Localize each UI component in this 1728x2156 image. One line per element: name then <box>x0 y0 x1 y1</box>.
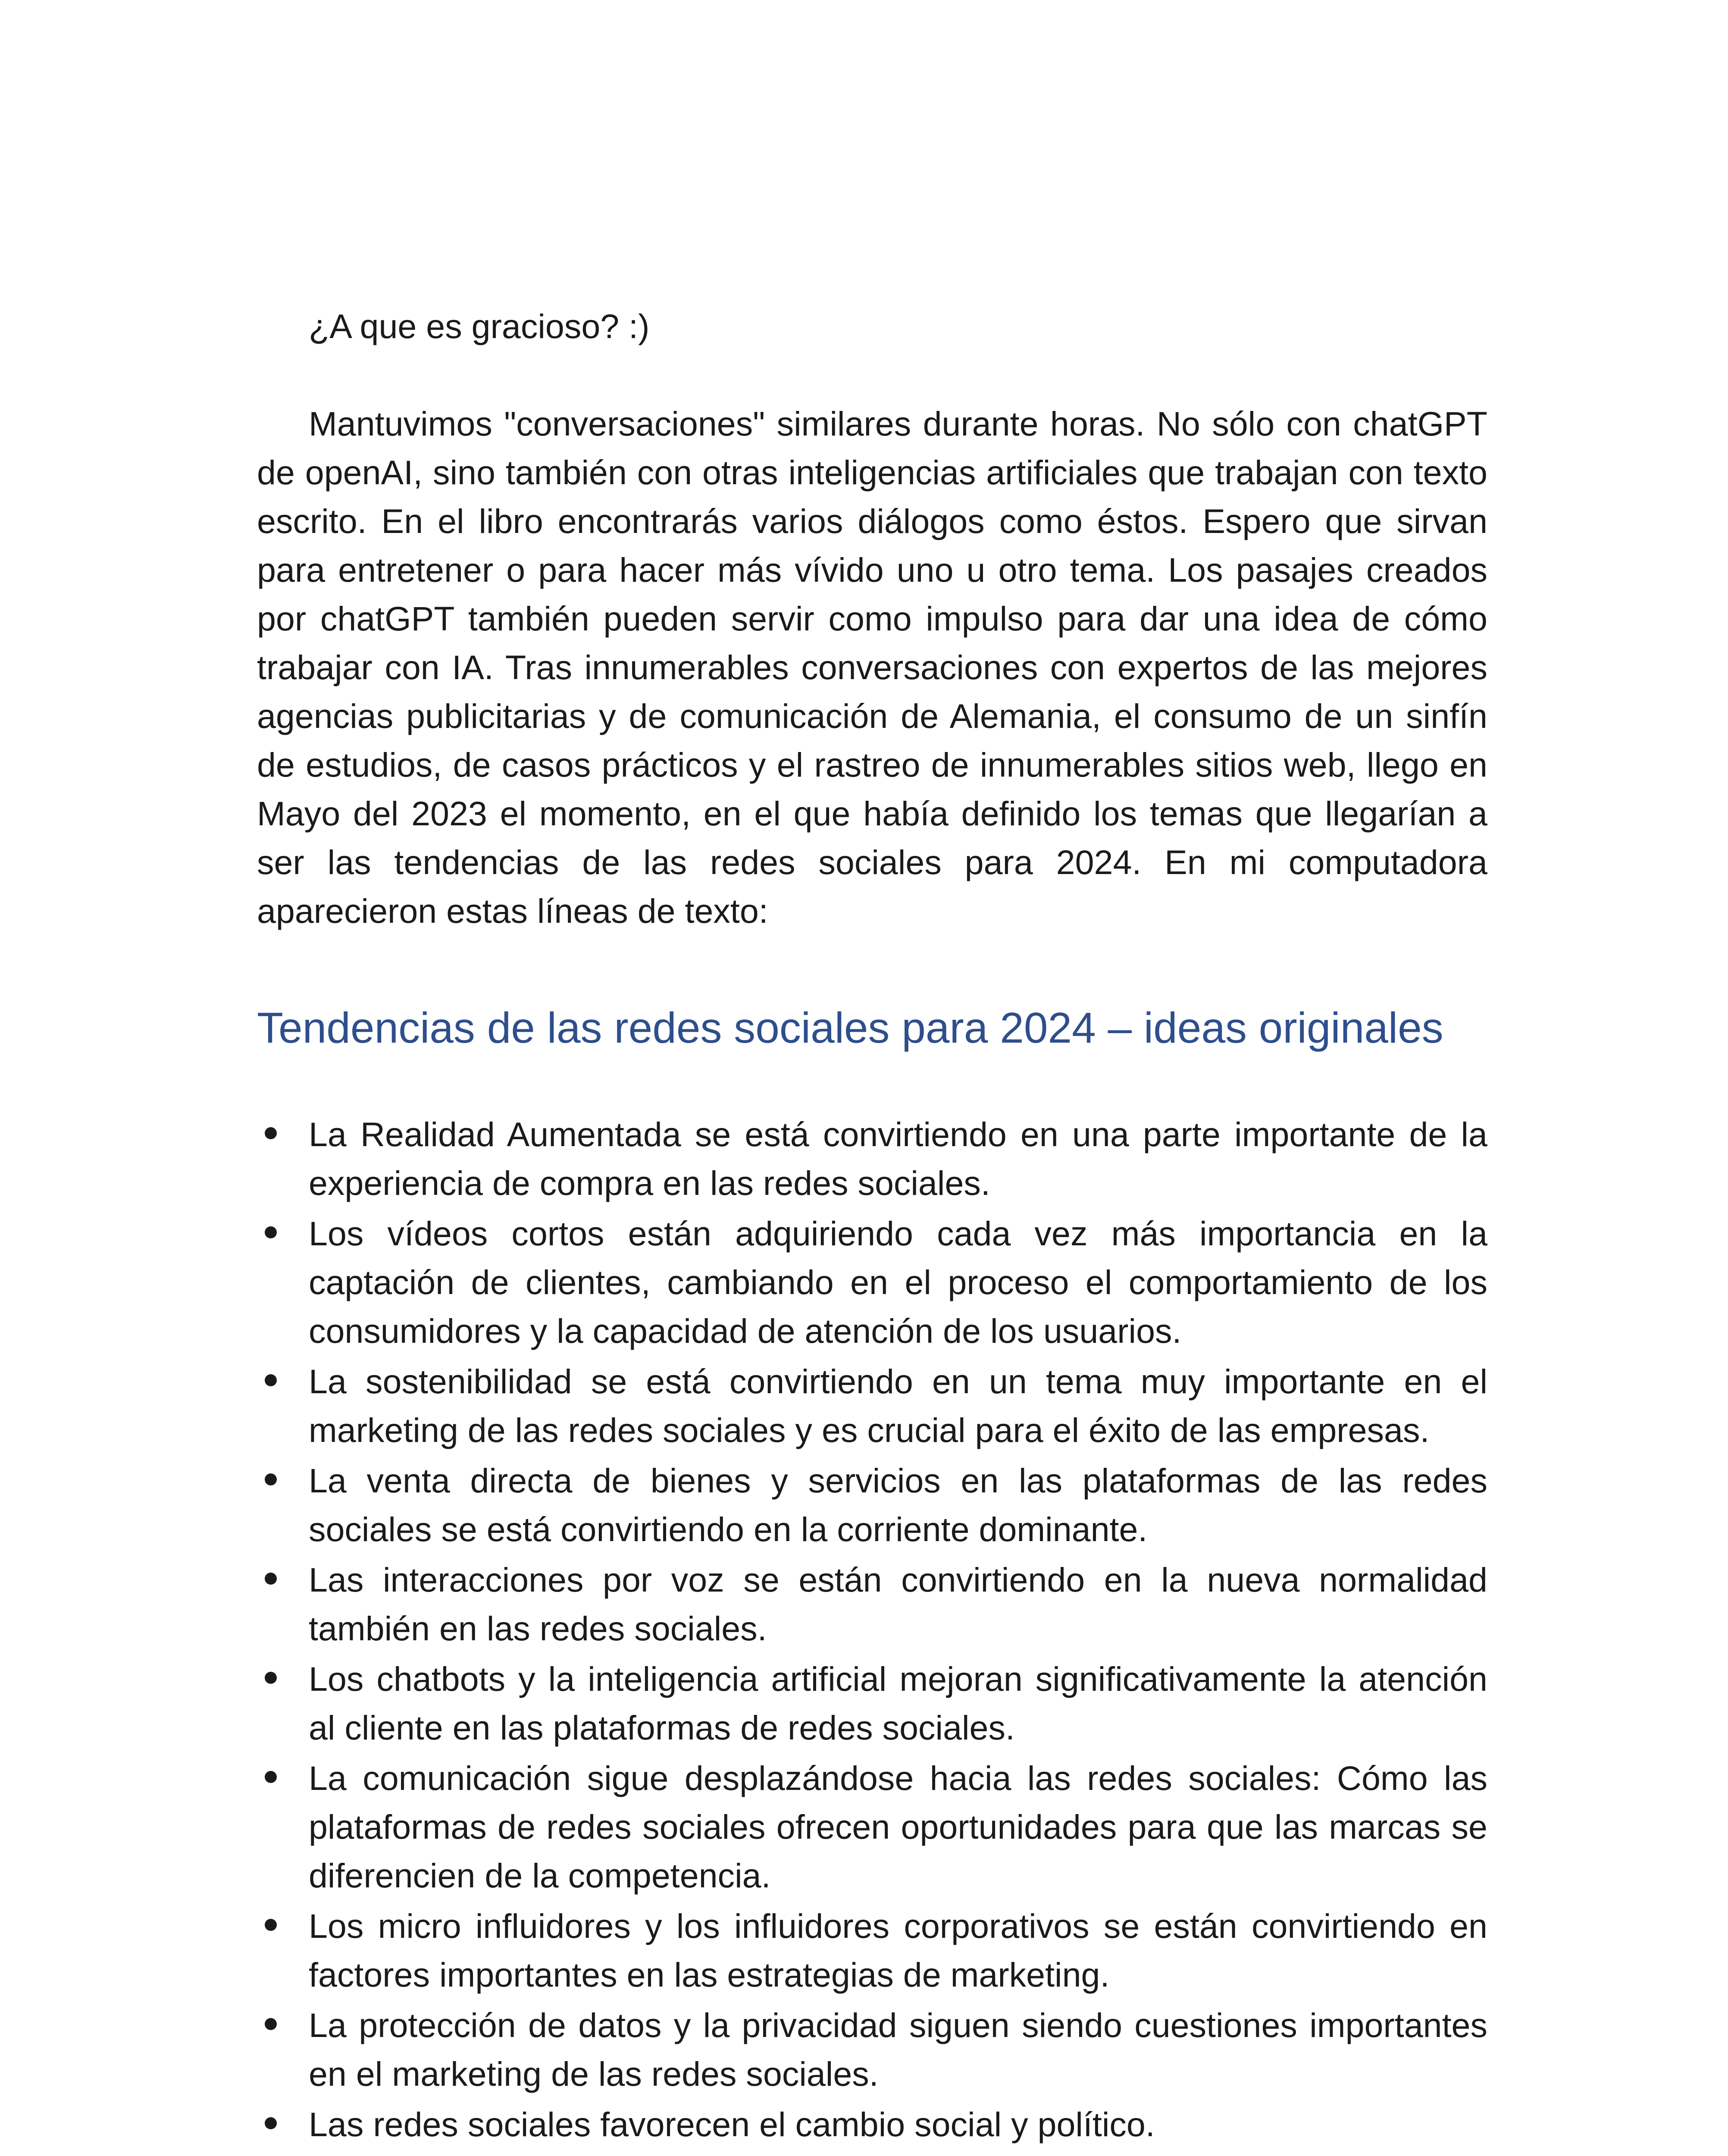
list-item <box>257 1902 1487 1999</box>
bullet-icon <box>265 1672 277 1684</box>
list-item <box>257 1555 1487 1653</box>
list-item-text: La venta directa de bienes y servicios en las plataformas de las redes sociales se está convirtiendo en la corriente dominante. <box>309 1461 1487 1548</box>
bullet-icon <box>265 1374 277 1386</box>
list-item <box>257 1110 1487 1207</box>
bullet-icon <box>265 1226 277 1238</box>
list-item <box>257 1655 1487 1752</box>
bullet-icon <box>265 1771 277 1783</box>
list-item <box>257 1209 1487 1355</box>
list-item-text: La sostenibilidad se está convirtiendo en un tema muy importante en el marketing de las redes sociales y es crucial para el éxito de las empresas. <box>309 1362 1487 1449</box>
list-item <box>257 2001 1487 2098</box>
bullet-icon <box>265 1127 277 1139</box>
list-item-text: Las interacciones por voz se están convirtiendo en la nueva normalidad también en las redes sociales. <box>309 1561 1487 1648</box>
list-item <box>257 2100 1487 2149</box>
intro-paragraph: ¿A que es gracioso? :) <box>309 307 650 345</box>
list-item-text: La Realidad Aumentada se está convirtiendo en una parte importante de la experiencia de compra en las redes sociales. <box>309 1115 1487 1202</box>
list-item-text: La comunicación sigue desplazándose hacia las redes sociales: Cómo las plataformas de redes sociales ofrecen oportunidades para que las marcas se diferencien de la competencia. <box>309 1759 1487 1895</box>
list-item <box>257 1754 1487 1900</box>
section-heading: Tendencias de las redes sociales para 2024 – ideas originales <box>257 1004 1443 1052</box>
list-item-text: Los micro influidores y los influidores corporativos se están convirtiendo en factores importantes en las estrategias de marketing. <box>309 1907 1487 1994</box>
list-item-text: Los vídeos cortos están adquiriendo cada vez más importancia en la captación de clientes, cambiando en el proceso el comportamiento de los consumidores y la capacidad de atención de los usuarios. <box>309 1214 1487 1350</box>
list-item-text: La protección de datos y la privacidad siguen siendo cuestiones importantes en el marketing de las redes sociales. <box>309 2006 1487 2093</box>
list-item-text: Las redes sociales favorecen el cambio social y político. <box>309 2105 1155 2143</box>
body-paragraph: Mantuvimos "conversaciones" similares durante horas. No sólo con chatGPT de openAI, sino también con otras inteligencias artificiales que trabajan con texto escrito. En el libro encontrarás varios diálogos como éstos. Espero que sirvan para entretener o para hacer más vívido uno u otro tema. Los pasajes creados por chatGPT también pueden servir como impulso para dar una idea de cómo trabajar con IA. Tras innumerables conversaciones con expertos de las mejores agencias publicitarias y de comunicación de Alemania, el consumo de un sinfín de estudios, de casos prácticos y el rastreo de innumerables sitios web, llego en Mayo del 2023 el momento, en el que había definido los temas que llegarían a ser las tendencias de las redes sociales para 2024. En mi computadora aparecieron estas líneas de texto: <box>257 404 1487 930</box>
list-item-text: Los chatbots y la inteligencia artificial mejoran significativamente la atención al cliente en las plataformas de redes sociales. <box>309 1660 1487 1747</box>
list-item <box>257 1456 1487 1554</box>
trend-list <box>257 1110 1487 2149</box>
page-content <box>257 302 1487 2150</box>
bullet-icon <box>265 2117 277 2129</box>
list-item <box>257 1357 1487 1454</box>
bullet-icon <box>265 2018 277 2030</box>
bullet-icon <box>265 1919 277 1931</box>
bullet-icon <box>265 1573 277 1585</box>
bullet-icon <box>265 1473 277 1485</box>
